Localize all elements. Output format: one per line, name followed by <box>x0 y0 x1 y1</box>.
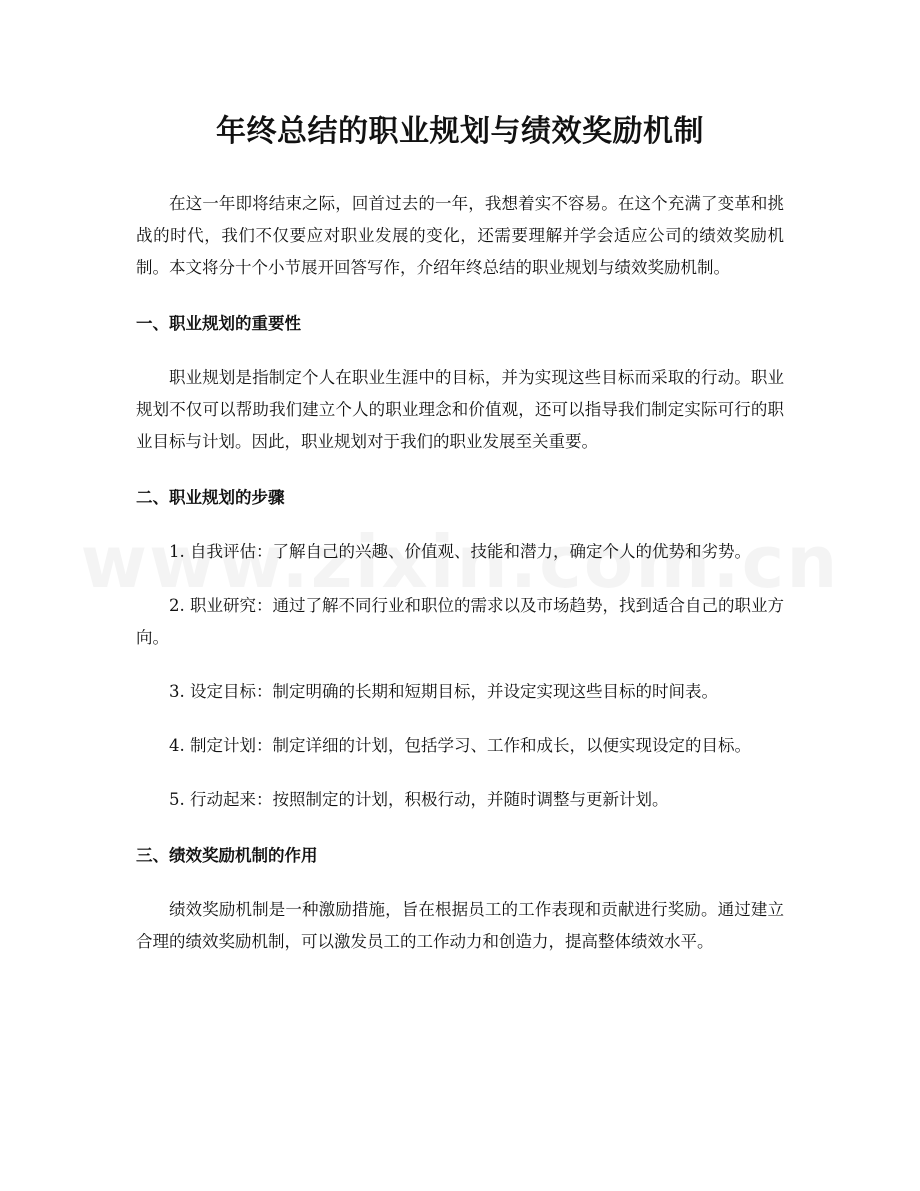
section-paragraph-1: 职业规划是指制定个人在职业生涯中的目标，并为实现这些目标而采取的行动。职业规划不仅可以帮助我们建立个人的职业理念和价值观，还可以指导我们制定实际可行的职业目标与计划。因此，职业规划对于我们的职业发展至关重要。 <box>136 368 784 451</box>
list-item: 1. 自我评估：了解自己的兴趣、价值观、技能和潜力，确定个人的优势和劣势。 <box>169 542 751 561</box>
list-item: 5. 行动起来：按照制定的计划，积极行动，并随时调整与更新计划。 <box>169 790 669 809</box>
intro-paragraph: 在这一年即将结束之际，回首过去的一年，我想着实不容易。在这个充满了变革和挑战的时代，我们不仅要应对职业发展的变化，还需要理解并学会适应公司的绩效奖励机制。本文将分十个小节展开回答写作，介绍年终总结的职业规划与绩效奖励机制。 <box>136 194 784 277</box>
list-item: 4. 制定计划：制定详细的计划，包括学习、工作和成长，以便实现设定的目标。 <box>169 736 751 755</box>
section-paragraph-3: 绩效奖励机制是一种激励措施，旨在根据员工的工作表现和贡献进行奖励。通过建立合理的绩效奖励机制，可以激发员工的工作动力和创造力，提高整体绩效水平。 <box>136 900 784 951</box>
list-item: 2. 职业研究：通过了解不同行业和职位的需求以及市场趋势，找到适合自己的职业方向。 <box>136 596 784 647</box>
list-item: 3. 设定目标：制定明确的长期和短期目标，并设定实现这些目标的时间表。 <box>169 682 718 701</box>
section-heading-1: 一、职业规划的重要性 <box>136 314 301 333</box>
section-heading-2: 二、职业规划的步骤 <box>136 488 285 507</box>
section-heading-3: 三、绩效奖励机制的作用 <box>136 846 318 865</box>
steps-list <box>136 536 784 816</box>
document-title: 年终总结的职业规划与绩效奖励机制 <box>216 114 704 149</box>
